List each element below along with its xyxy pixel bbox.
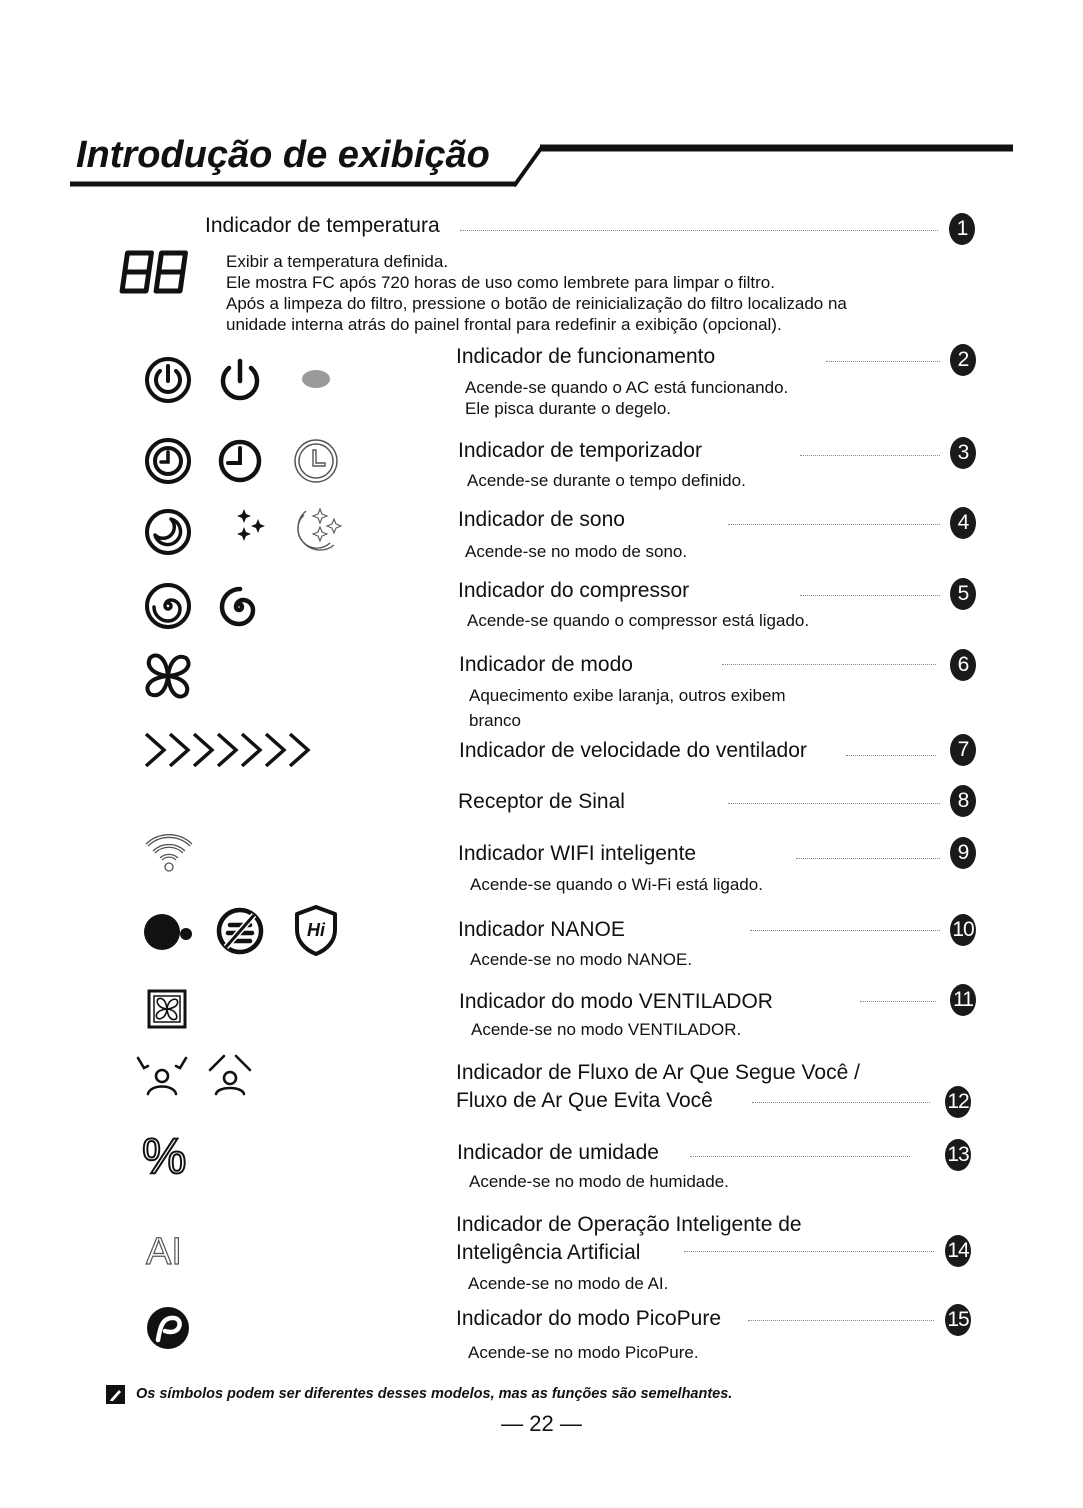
grey-dot-icon	[300, 368, 332, 390]
picopure-indicator-label: Indicador do modo PicoPure	[456, 1307, 721, 1330]
mode-desc-2: branco	[469, 711, 521, 730]
callout-number-15: 15	[945, 1304, 971, 1336]
leader-dots	[750, 930, 940, 931]
page-title: Introdução de exibição	[76, 134, 490, 176]
leader-dots	[460, 230, 938, 231]
follow-me-icon	[134, 1052, 190, 1098]
timer-icon	[216, 437, 264, 485]
leader-dots	[800, 595, 940, 596]
wifi-indicator-label: Indicador WIFI inteligente	[458, 842, 697, 865]
leader-dots	[728, 803, 940, 804]
callout-number-5: 5	[950, 578, 976, 610]
callout-number-9: 9	[950, 837, 976, 869]
callout-number-2: 2	[950, 344, 976, 376]
hi-shield-icon	[292, 904, 340, 956]
fan-mode-desc-1: Acende-se no modo VENTILADOR.	[471, 1020, 742, 1039]
svg-text:Hi: Hi	[307, 920, 325, 940]
humidity-desc-1: Acende-se no modo de humidade.	[469, 1172, 729, 1191]
picopure-desc-1: Acende-se no modo PicoPure.	[468, 1343, 699, 1362]
callout-number-8: 8	[950, 785, 976, 817]
crossed-circle-icon	[216, 907, 264, 955]
power-circle-icon	[144, 356, 192, 404]
leader-dots	[826, 361, 940, 362]
fan-mode-indicator-label: Indicador do modo VENTILADOR	[459, 990, 773, 1013]
callout-number-1: 1	[949, 213, 975, 245]
leader-dots	[796, 858, 940, 859]
leader-dots	[722, 664, 936, 665]
fan-mode-icon	[142, 650, 194, 702]
sleep-stars-icon	[214, 505, 268, 555]
mode-indicator-label: Indicador de modo	[459, 653, 633, 676]
compressor-desc-1: Acende-se quando o compressor está ligado.	[467, 611, 810, 630]
timer-outline-icon	[292, 437, 340, 485]
leader-dots	[860, 1001, 936, 1002]
wifi-desc-1: Acende-se quando o Wi-Fi está ligado.	[470, 875, 763, 894]
sleep-circle-icon	[144, 508, 192, 556]
callout-number-7: 7	[950, 734, 976, 766]
leader-dots	[846, 755, 936, 756]
compressor-icon	[216, 584, 262, 630]
running-desc-1: Acende-se quando o AC está funcionando.	[465, 378, 789, 397]
ai-indicator-label-1: Indicador de Operação Inteligente de	[456, 1213, 802, 1236]
callout-number-13: 13	[945, 1139, 971, 1171]
running-desc-2: Ele pisca durante o degelo.	[465, 399, 672, 418]
mode-desc-1: Aquecimento exibe laranja, outros exibem	[469, 686, 786, 705]
temperature-desc-1: Exibir a temperatura definida.	[226, 252, 449, 271]
callout-number-11: 11	[950, 984, 976, 1016]
callout-number-14: 14	[945, 1235, 971, 1267]
leader-dots	[690, 1156, 910, 1157]
callout-number-12: 12	[945, 1086, 971, 1118]
seven-segment-display-icon	[116, 249, 192, 295]
fan-speed-indicator-label: Indicador de velocidade do ventilador	[459, 739, 807, 762]
ai-desc-1: Acende-se no modo de AI.	[468, 1274, 669, 1293]
temperature-desc-4: unidade interna atrás do painel frontal para redefinir a exibição (opcional).	[226, 315, 782, 334]
ai-icon: AI	[146, 1231, 182, 1273]
sleep-outline-icon	[290, 505, 344, 555]
temperature-desc-2: Ele mostra FC após 720 horas de uso como lembrete para limpar o filtro.	[226, 273, 775, 292]
leader-dots	[684, 1251, 934, 1252]
compressor-circle-icon	[144, 582, 192, 630]
picopure-icon	[146, 1306, 190, 1350]
ai-indicator-label-2: Inteligência Artificial	[456, 1241, 641, 1264]
leader-dots	[752, 1102, 930, 1103]
airflow-indicator-label-1: Indicador de Fluxo de Ar Que Segue Você /	[456, 1061, 860, 1084]
running-indicator-label: Indicador de funcionamento	[456, 345, 716, 368]
nanoe-icon	[142, 910, 194, 954]
page-number: — 22 —	[501, 1411, 582, 1436]
fan-box-icon	[146, 988, 188, 1030]
power-icon	[216, 356, 264, 404]
temperature-desc-3: Após a limpeza do filtro, pressione o botão de reinicialização do filtro localizado na	[226, 294, 847, 313]
timer-circle-icon	[144, 437, 192, 485]
note-icon	[106, 1385, 125, 1404]
sleep-desc-1: Acende-se no modo de sono.	[465, 542, 688, 561]
callout-number-10: 10	[950, 914, 976, 946]
humidity-percent-icon: %	[142, 1128, 187, 1184]
callout-number-6: 6	[950, 649, 976, 681]
temperature-indicator-label: Indicador de temperatura	[205, 214, 440, 237]
compressor-indicator-label: Indicador do compressor	[458, 579, 690, 602]
leader-dots	[748, 1320, 934, 1321]
fan-speed-chevrons-icon	[142, 728, 320, 772]
footnote: Os símbolos podem ser diferentes desses modelos, mas as funções são semelhantes.	[136, 1386, 733, 1402]
humidity-indicator-label: Indicador de umidade	[457, 1141, 659, 1164]
avoid-me-icon	[202, 1052, 258, 1098]
sleep-indicator-label: Indicador de sono	[458, 508, 625, 531]
wifi-icon	[142, 828, 196, 874]
leader-dots	[800, 455, 940, 456]
nanoe-desc-1: Acende-se no modo NANOE.	[470, 950, 693, 969]
signal-receiver-label: Receptor de Sinal	[458, 790, 625, 813]
nanoe-indicator-label: Indicador NANOE	[458, 918, 625, 941]
callout-number-3: 3	[950, 437, 976, 469]
airflow-indicator-label-2: Fluxo de Ar Que Evita Você	[456, 1089, 713, 1112]
timer-desc-1: Acende-se durante o tempo definido.	[467, 471, 746, 490]
timer-indicator-label: Indicador de temporizador	[458, 439, 702, 462]
leader-dots	[728, 524, 940, 525]
callout-number-4: 4	[950, 507, 976, 539]
